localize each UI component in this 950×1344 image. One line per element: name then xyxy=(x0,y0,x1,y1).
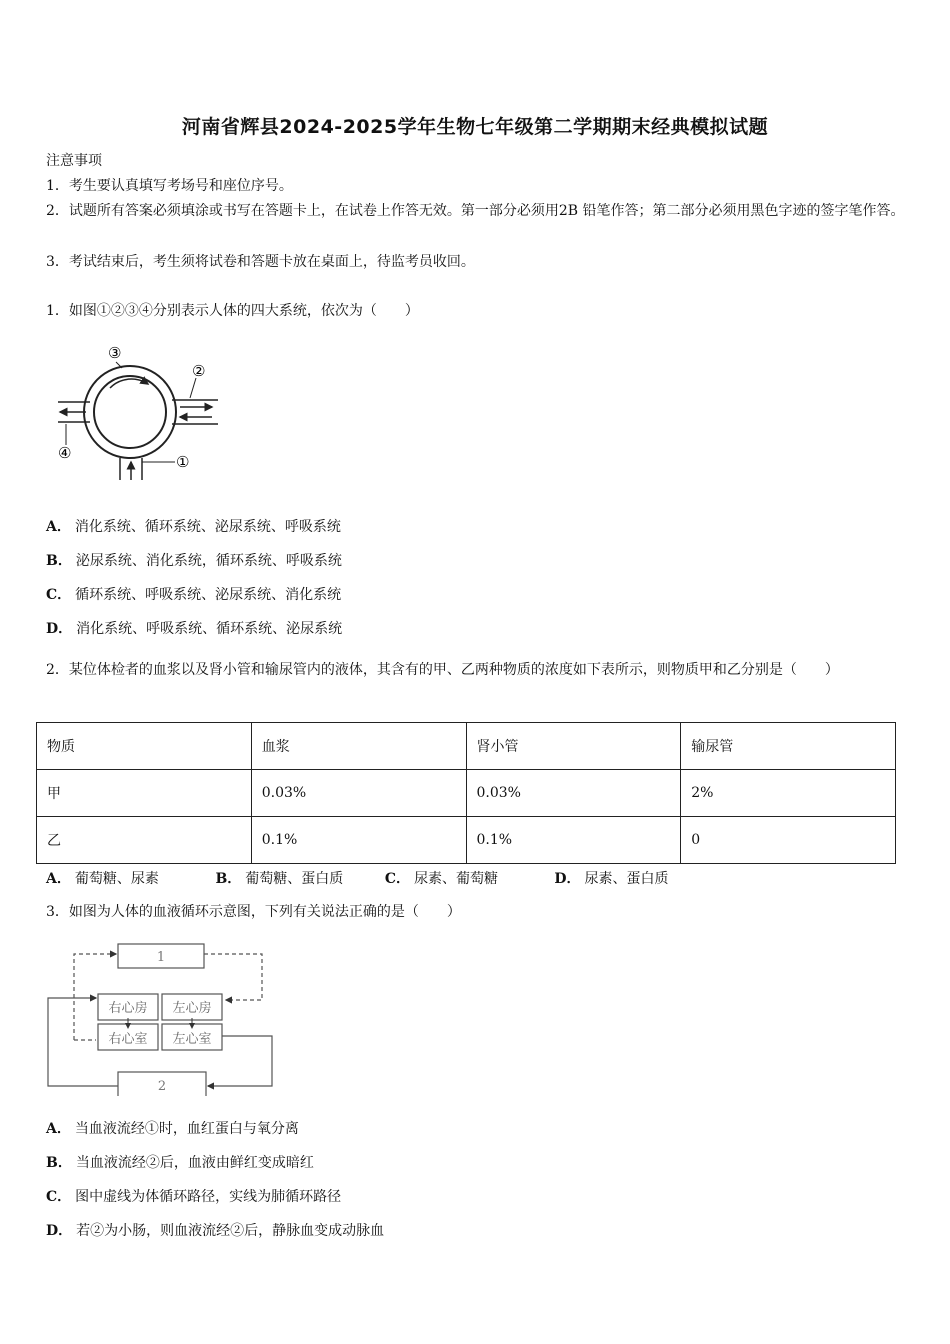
box-1-label: 1 xyxy=(156,950,166,965)
q2-option-d[interactable]: D． 尿素、蛋白质 xyxy=(554,871,669,887)
table-row xyxy=(37,817,896,864)
table-header-cell: 血浆 xyxy=(251,723,466,770)
q1-option-c[interactable]: C． 循环系统、呼吸系统、泌尿系统、消化系统 xyxy=(46,587,342,603)
q1-label-3: ③ xyxy=(108,344,122,362)
q1-label-1: ① xyxy=(176,453,190,471)
table-row xyxy=(37,770,896,817)
q2-option-a[interactable]: A． 葡萄糖、尿素 xyxy=(46,871,159,887)
q3-option-c[interactable]: C． 图中虚线为体循环路径，实线为肺循环路径 xyxy=(46,1189,342,1205)
ring-inner xyxy=(94,376,166,448)
q1-option-b[interactable]: B． 泌尿系统、消化系统，循环系统、呼吸系统 xyxy=(46,553,342,569)
ring-outer xyxy=(84,366,176,458)
left-ventricle-label: 左心室 xyxy=(172,1032,212,1047)
q3-option-d[interactable]: D． 若②为小肠，则血液流经②后，静脉血变成动脉血 xyxy=(46,1223,385,1239)
q2-option-b[interactable]: B． 葡萄糖、蛋白质 xyxy=(215,871,344,887)
box-2-label: 2 xyxy=(157,1079,167,1094)
table-header-cell: 物质 xyxy=(37,723,252,770)
table-cell: 0 xyxy=(681,817,896,864)
table-header-cell: 输尿管 xyxy=(681,723,896,770)
table-cell: 甲 xyxy=(37,770,252,817)
q1-systems-figure xyxy=(50,340,230,485)
table-cell: 乙 xyxy=(37,817,252,864)
page-title: 河南省辉县2024-2025学年生物七年级第二学期期末经典模拟试题 xyxy=(181,116,769,138)
notice-item-2: 2．试题所有答案必须填涂或书写在答题卡上，在试卷上作答无效。第一部分必须用2B 铅笔作答；第二部分必须用黑色字迹的签字笔作答。 xyxy=(46,203,905,219)
table-cell: 0.03% xyxy=(466,770,681,817)
q2-table xyxy=(36,722,896,864)
q1-label-4: ④ xyxy=(58,444,72,462)
left-atrium-label: 左心房 xyxy=(172,1001,212,1016)
q3-option-b[interactable]: B． 当血液流经②后，血液由鲜红变成暗红 xyxy=(46,1155,314,1171)
q1-stem: 1．如图①②③④分别表示人体的四大系统，依次为（ ） xyxy=(46,303,419,319)
table-header-row xyxy=(37,723,896,770)
table-cell: 2% xyxy=(681,770,896,817)
q2-options xyxy=(46,868,669,888)
q3-option-a[interactable]: A． 当血液流经①时，血红蛋白与氧分离 xyxy=(46,1121,299,1137)
table-cell: 0.1% xyxy=(466,817,681,864)
q2-stem: 2．某位体检者的血浆以及肾小管和输尿管内的液体，其含有的甲、乙两种物质的浓度如下表所示，则物质甲和乙分别是（ ） xyxy=(46,662,839,678)
table-cell: 0.03% xyxy=(251,770,466,817)
q1-option-a[interactable]: A． 消化系统、循环系统、泌尿系统、呼吸系统 xyxy=(46,519,341,535)
right-atrium-label: 右心房 xyxy=(108,1001,148,1016)
table-cell: 0.1% xyxy=(251,817,466,864)
q1-option-d[interactable]: D． 消化系统、呼吸系统、循环系统、泌尿系统 xyxy=(46,621,343,637)
q1-label-2: ② xyxy=(192,362,206,380)
notice-item-1: 1．考生要认真填写考场号和座位序号。 xyxy=(46,178,293,194)
q2-option-c[interactable]: C． 尿素、葡萄糖 xyxy=(384,871,499,887)
notice-heading: 注意事项 xyxy=(46,153,102,169)
right-ventricle-label: 右心室 xyxy=(108,1032,148,1047)
table-header-cell: 肾小管 xyxy=(466,723,681,770)
q3-stem: 3．如图为人体的血液循环示意图，下列有关说法正确的是（ ） xyxy=(46,904,461,920)
q3-circulation-figure xyxy=(40,936,280,1096)
notice-item-3: 3．考试结束后，考生须将试卷和答题卡放在桌面上，待监考员收回。 xyxy=(46,254,475,270)
